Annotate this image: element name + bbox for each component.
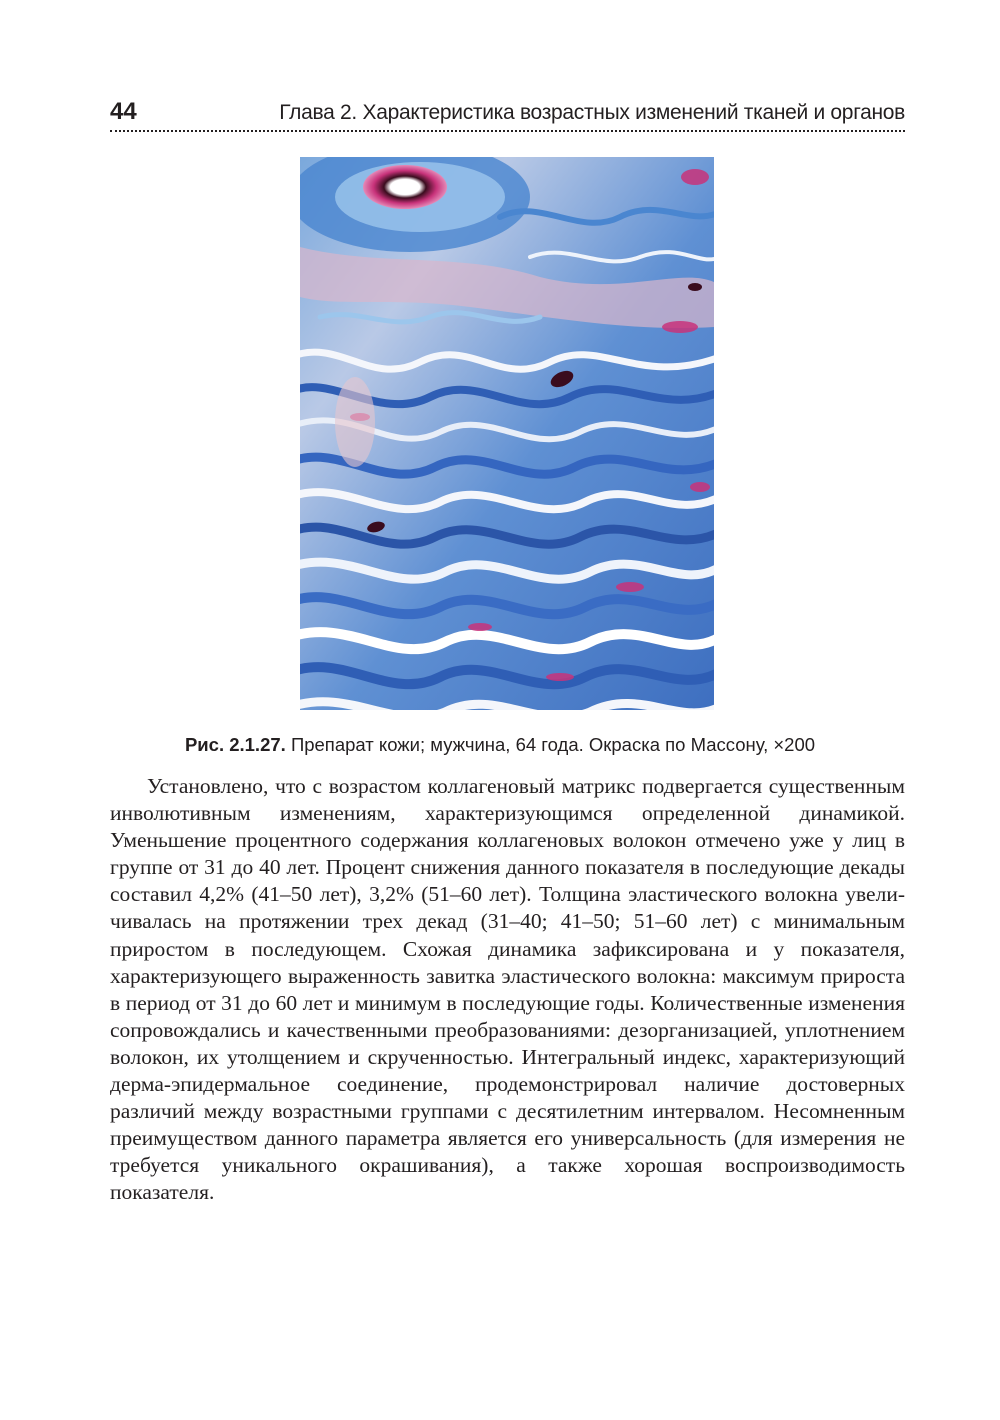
- running-title: Глава 2. Характеристика возрастных изменений тканей и органов: [279, 101, 905, 124]
- histology-image: [300, 157, 714, 710]
- histology-image-drawing: [300, 157, 714, 710]
- figure-caption: [60, 732, 940, 758]
- caption-label: Рис. 2.1.27.: [184, 734, 286, 755]
- caption-text: Препарат кожи; мужчина, 64 года. Окраска по Массону, ×200: [290, 734, 816, 755]
- header-divider: [110, 130, 905, 132]
- body-text: [110, 773, 905, 1207]
- paragraph: Установлено, что с возрастом коллагеновый матрикс подвергается существенным инволютивным изменениям, характеризующимся определенной динамикой. Уменьшение процентного содержания коллагеновых волокон отмечено уже у лиц в группе от 31 до 40 лет. Процент снижения данного показателя в последующие декады составил 4,2% (41–50 лет), 3,2% (51–60 лет). Толщина эластического волокна увеличивалась на протяжении трех декад (31–40; 41–50; 51–60 лет) с минимальным приростом в последующем. Схожая динамика зафиксирована и у показателя, характеризующего выраженность завитка эластического волокна: максимум прироста в период от 31 до 60 лет и минимум в последующие годы. Количественные изменения сопровождались и качественными преобразованиями: дезорганизацией, уплотнением волокон, их утолщением и скрученностью. Интегральный индекс, характеризующий дерма-эпидермальное соединение, продемонстрировал наличие достоверных различий между возрастными группами с десятилетним интервалом. Несомненным преимуществом данного параметра является его универсальность (для измерения не требуется уникального окрашивания), а также хорошая воспроизводимость показателя.: [110, 774, 905, 1205]
- page-number: 44: [110, 98, 137, 125]
